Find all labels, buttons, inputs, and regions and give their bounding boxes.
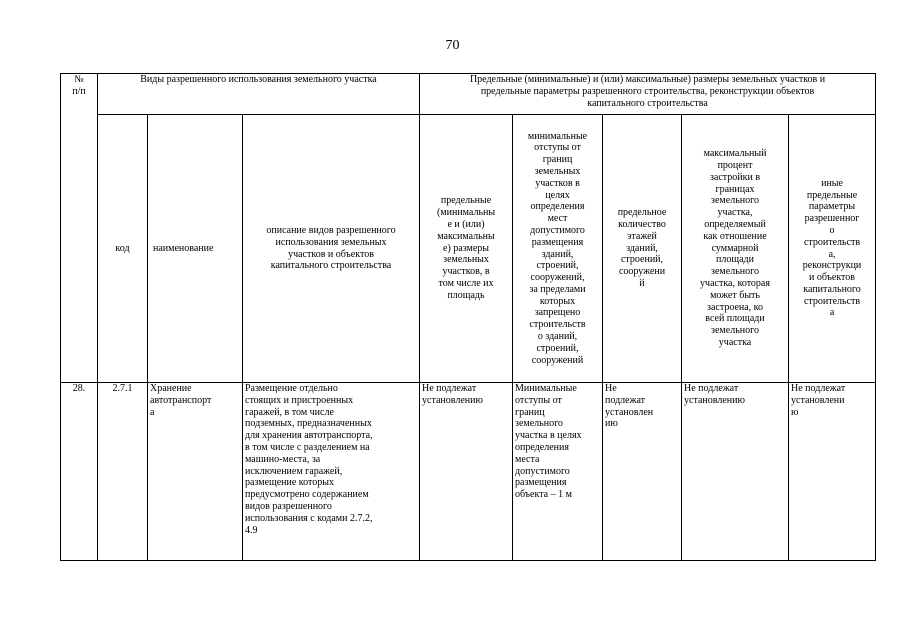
row-max-floors: Не подлежат установлен ию (603, 383, 682, 561)
header-other-params: иные предельные параметры разрешенног о строительств а, реконструкци и объектов капитального строительств а (789, 115, 876, 383)
header-row-2 (61, 115, 876, 383)
header-description: описание видов разрешенного использования земельных участков и объектов капитального строительства (243, 115, 420, 383)
header-number: № п/п (61, 74, 98, 383)
row-description: Размещение отдельно стоящих и пристроенных гаражей, в том числе подземных, предназначенных для хранения автотранспорта, в том числе с разделением на машино-места, за исключением гаражей, размещение которых предусмотрено содержанием видов разрешенного использования с кодами 2.7.2, 4.9 (243, 383, 420, 561)
row-name: Хранение автотранспорт а (148, 383, 243, 561)
header-max-coverage: максимальный процент застройки в границах земельного участка, определяемый как отношение суммарной площади земельного участка, которая может быть застроена, ко всей площади земельного участка (682, 115, 789, 383)
land-use-table (60, 73, 876, 561)
row-min-setbacks: Минимальные отступы от границ земельного участка в целях определения места допустимого размещения объекта – 1 м (513, 383, 603, 561)
row-code: 2.7.1 (98, 383, 148, 561)
header-code: код (98, 115, 148, 383)
header-name: наименование (148, 115, 243, 383)
header-row-1 (61, 74, 876, 115)
header-land-use-types: Виды разрешенного использования земельного участка (98, 74, 420, 115)
header-min-setbacks (513, 115, 603, 383)
header-max-floors: предельное количество этажей зданий, строений, сооружени й (603, 115, 682, 383)
header-min-setbacks-text: минимальные отступы от границ земельных участков в целях определения мест допустимого размещения зданий, строений, сооружений, за пределами которых запрещено строительств о зданий, строений, сооружений (527, 130, 588, 366)
row-number: 28. (61, 383, 98, 561)
row-max-coverage: Не подлежат установлению (682, 383, 789, 561)
header-plot-size-limits: предельные (минимальны е и (или) максимальны е) размеры земельных участков, в том числе их площадь (420, 115, 513, 383)
row-other-params: Не подлежат установлени ю (789, 383, 876, 561)
table-row (61, 383, 876, 561)
header-limit-parameters: Предельные (минимальные) и (или) максимальные) размеры земельных участков и предельные параметры разрешенного строительства, реконструкции объектов капитального строительства (420, 74, 876, 115)
page-number: 70 (445, 38, 460, 53)
row-plot-size-limits: Не подлежат установлению (420, 383, 513, 561)
